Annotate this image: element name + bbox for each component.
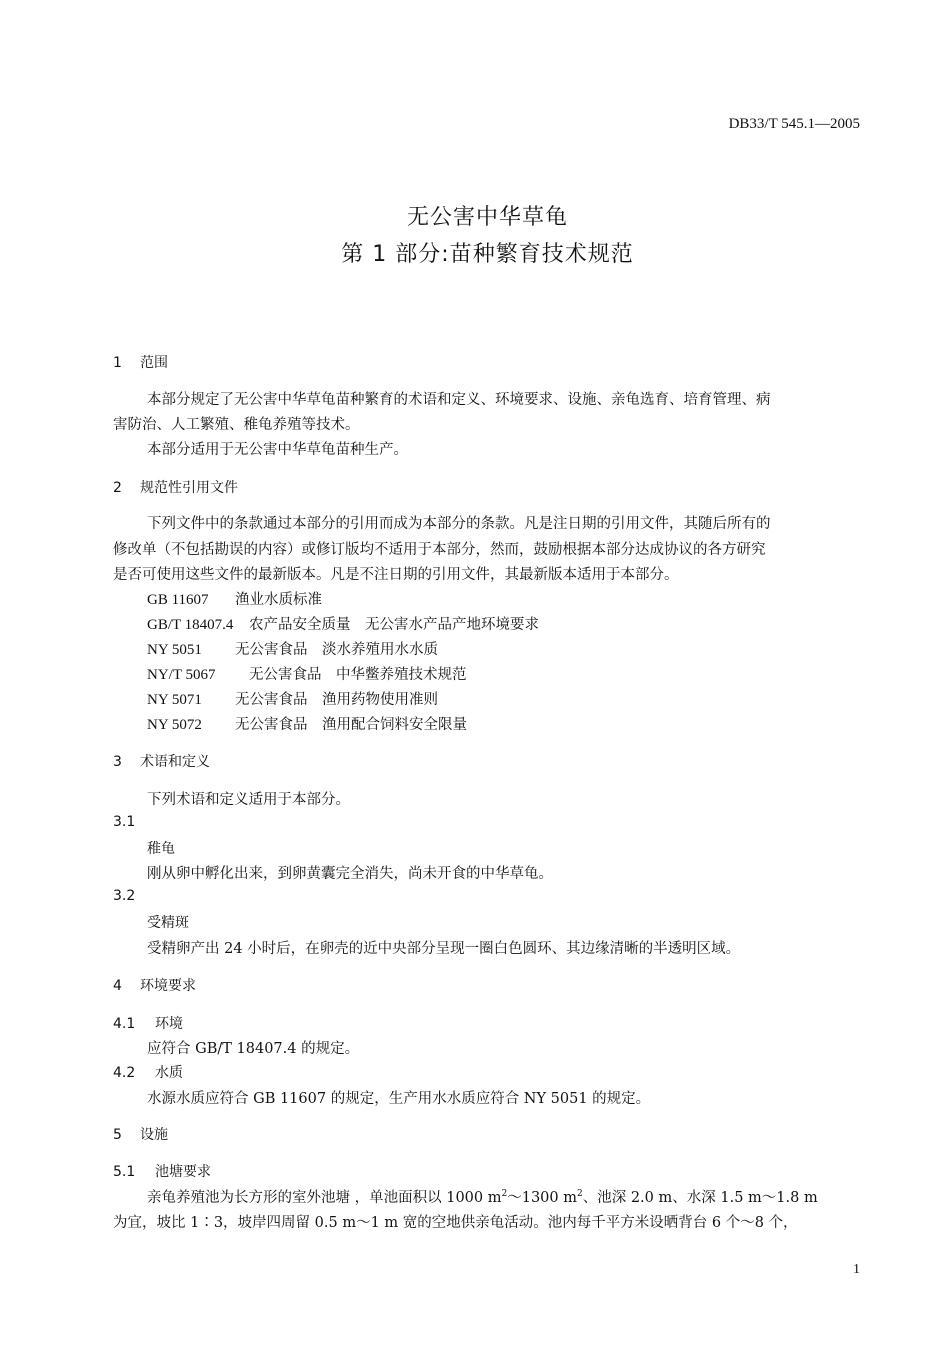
paragraph-line: 是否可使用这些文件的最新版本。凡是不注日期的引用文件，其最新版本适用于本部分。	[113, 567, 679, 583]
text-run: 、池深 2.0 m、水深 1.5 m～1.8 m	[582, 1190, 818, 1206]
reference-item	[147, 613, 539, 634]
section-number: 1	[113, 355, 122, 371]
section-title: 设施	[140, 1127, 168, 1143]
reference-title: 农产品安全质量 无公害水产品产地环境要求	[249, 617, 539, 633]
term-name: 稚龟	[147, 841, 175, 857]
section-title: 规范性引用文件	[140, 480, 238, 496]
section-title: 术语和定义	[140, 754, 210, 770]
reference-item	[147, 713, 467, 734]
document-code: DB33/T 545.1—2005	[728, 116, 860, 132]
reference-title: 无公害食品 中华鳖养殖技术规范	[249, 667, 467, 683]
section-5-heading	[113, 1124, 168, 1144]
reference-title: 无公害食品 淡水养殖用水水质	[235, 642, 438, 658]
paragraph-line: 下列文件中的条款通过本部分的引用而成为本部分的条款。凡是注日期的引用文件，其随后所有的	[147, 516, 771, 532]
paragraph-line: 为宜，坡比 1∶3，坡岸四周留 0.5 m～1 m 宽的空地供亲龟活动。池内每千平方米设晒背台 6 个～8 个，	[113, 1215, 798, 1231]
section-3-heading	[113, 751, 210, 771]
subsection-number: 4.1	[113, 1016, 136, 1032]
reference-item	[147, 688, 438, 709]
title-line-1: 无公害中华草龟	[406, 205, 568, 230]
paragraph-line	[147, 1186, 818, 1207]
reference-code: GB/T 18407.4	[147, 617, 234, 633]
reference-code: NY 5051	[147, 642, 202, 658]
section-2-heading	[113, 477, 238, 497]
term-number: 3.1	[113, 814, 136, 830]
term-definition: 受精卵产出 24 小时后，在卵壳的近中央部分呈现一圈白色圆环、其边缘清晰的半透明区域。	[147, 941, 741, 957]
subsection-number: 5.1	[113, 1164, 136, 1180]
paragraph-line: 本部分适用于无公害中华草龟苗种生产。	[147, 442, 408, 458]
title-line-2: 第 1 部分:苗种繁育技术规范	[341, 242, 634, 267]
section-number: 2	[113, 480, 122, 496]
term-definition: 刚从卵中孵化出来，到卵黄囊完全消失，尚未开食的中华草龟。	[147, 866, 553, 882]
reference-title: 无公害食品 渔用药物使用准则	[235, 692, 438, 708]
page-number: 1	[853, 1262, 860, 1277]
paragraph-line: 害防治、人工繁殖、稚龟养殖等技术。	[113, 417, 360, 433]
superscript: 2	[576, 1189, 583, 1200]
subsection-4-2-heading	[113, 1062, 183, 1082]
reference-title: 渔业水质标准	[235, 592, 322, 608]
text-run: ～1300 m	[507, 1190, 577, 1206]
subsection-title: 水质	[155, 1065, 183, 1081]
paragraph-line: 本部分规定了无公害中华草龟苗种繁育的术语和定义、环境要求、设施、亲龟选育、培育管理、病	[147, 392, 771, 408]
subsection-title: 池塘要求	[155, 1164, 211, 1180]
reference-item	[147, 638, 438, 659]
reference-code: NY 5071	[147, 692, 202, 708]
section-number: 3	[113, 754, 122, 770]
paragraph-line: 水源水质应符合 GB 11607 的规定，生产用水水质应符合 NY 5051 的规定。	[147, 1091, 651, 1107]
section-4-heading	[113, 975, 196, 995]
reference-item	[147, 663, 467, 684]
subsection-number: 4.2	[113, 1065, 136, 1081]
text-run: 亲龟养殖池为长方形的室外池塘 ，单池面积以 1000 m	[147, 1190, 502, 1206]
reference-code: NY/T 5067	[147, 667, 216, 683]
reference-item	[147, 588, 322, 609]
section-title: 范围	[140, 355, 168, 371]
section-title: 环境要求	[140, 978, 196, 994]
reference-code: NY 5072	[147, 717, 202, 733]
paragraph-line: 下列术语和定义适用于本部分。	[147, 792, 350, 808]
subsection-title: 环境	[155, 1016, 183, 1032]
section-1-heading	[113, 352, 168, 372]
subsection-5-1-heading	[113, 1161, 211, 1181]
term-number: 3.2	[113, 888, 136, 904]
paragraph-line: 应符合 GB/T 18407.4 的规定。	[147, 1041, 360, 1057]
subsection-4-1-heading	[113, 1013, 183, 1033]
section-number: 5	[113, 1127, 122, 1143]
superscript: 2	[501, 1189, 508, 1200]
term-name: 受精斑	[147, 915, 189, 931]
paragraph-line: 修改单（不包括勘误的内容）或修订版均不适用于本部分，然而，鼓励根据本部分达成协议的各方研究	[113, 542, 766, 558]
reference-title: 无公害食品 渔用配合饲料安全限量	[235, 717, 467, 733]
section-number: 4	[113, 978, 122, 994]
reference-code: GB 11607	[147, 592, 209, 608]
